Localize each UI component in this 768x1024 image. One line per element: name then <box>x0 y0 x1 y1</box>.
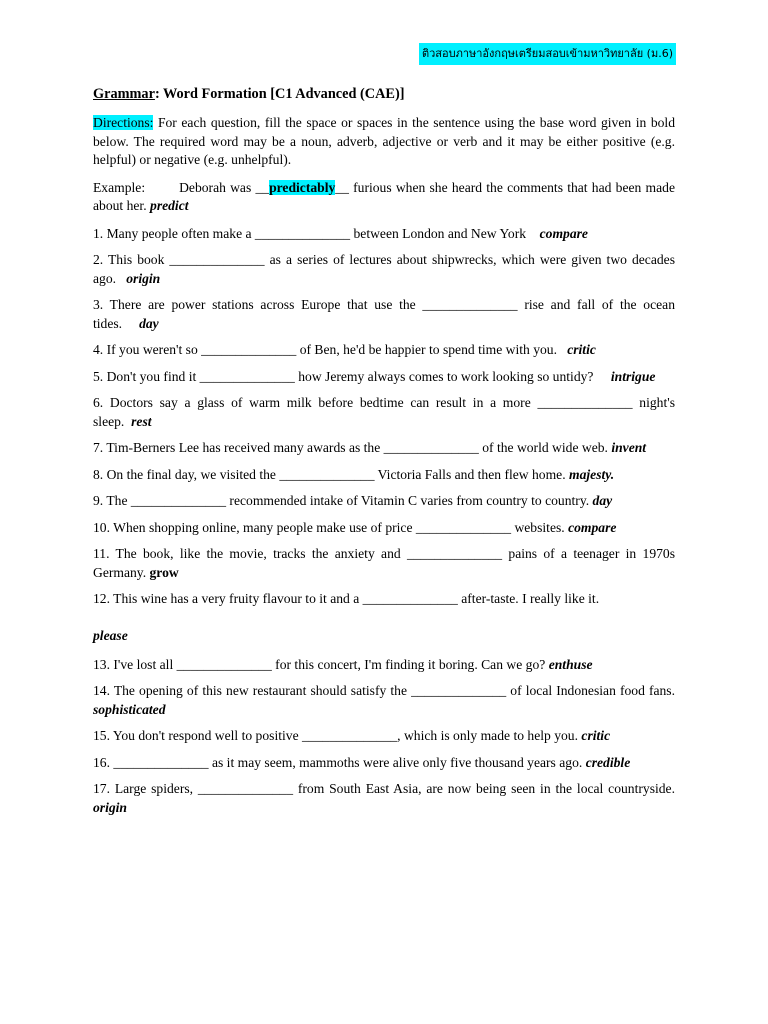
question-9 <box>93 492 675 511</box>
base-word: credible <box>585 754 631 770</box>
question-4 <box>93 341 675 360</box>
question-7 <box>93 439 675 458</box>
base-word: critic <box>581 728 611 743</box>
directions <box>93 114 675 170</box>
title-rest: : Word Formation [C1 Advanced (CAE)] <box>154 86 405 102</box>
question-1 <box>93 225 675 244</box>
question-8 <box>93 466 675 485</box>
question-text: 17. Large spiders, ______________ from South East Asia, are now being seen in the local countryside. <box>93 781 675 796</box>
question-10 <box>93 519 675 538</box>
question-6 <box>93 394 675 431</box>
base-word: grow <box>149 564 179 580</box>
example <box>93 179 675 216</box>
question-text: 4. If you weren't so ______________ of Ben, he'd be happier to spend time with you. <box>93 342 557 357</box>
question-text: 2. This book ______________ as a series of lectures about shipwrecks, which were given two decades ago. <box>93 252 675 286</box>
question-text: 7. Tim-Berners Lee has received many awards as the ______________ of the world wide web. <box>93 440 608 455</box>
question-13 <box>93 656 675 675</box>
question-14 <box>93 682 675 719</box>
example-answer: predictably <box>269 179 336 195</box>
question-17 <box>93 780 675 817</box>
base-word: day <box>592 493 613 508</box>
question-3 <box>93 296 675 333</box>
base-word: sophisticated <box>93 701 166 717</box>
base-word: majesty. <box>569 466 615 482</box>
base-word: origin <box>126 270 161 286</box>
base-word: enthuse <box>548 656 593 672</box>
base-word: compare <box>568 519 617 535</box>
title-underlined: Grammar <box>93 86 155 102</box>
question-11 <box>93 545 675 582</box>
base-word: invent <box>611 440 647 455</box>
example-base-word: predict <box>150 198 189 213</box>
question-text: 10. When shopping online, many people make use of price ______________ websites. <box>93 519 565 535</box>
base-word: please <box>93 628 128 643</box>
header-tag: ติวสอบภาษาอังกฤษเตรียมสอบเข้ามหาวิทยาลัย (ม.6) <box>419 43 676 65</box>
worksheet-content <box>93 114 675 825</box>
question-text: 8. On the final day, we visited the ______________ Victoria Falls and then flew home. <box>93 466 566 482</box>
example-before: Deborah was __ <box>179 179 270 195</box>
base-word: rest <box>131 413 152 429</box>
question-text: 1. Many people often make a ______________ between London and New York <box>93 225 527 241</box>
question-text: 3. There are power stations across Europe that use the ______________ rise and fall of the ocean tides. <box>93 297 675 331</box>
base-word: intrigue <box>610 368 656 384</box>
question-text: 9. The ______________ recommended intake of Vitamin C varies from country to country. <box>93 493 590 508</box>
directions-text: For each question, fill the space or spaces in the sentence using the base word given in bold below. The required word may be a noun, adverb, adjective or verb and it may be either positive (e.g. helpful) or negative (e.g. unhelpful). <box>93 115 675 167</box>
question-text: 11. The book, like the movie, tracks the anxiety and ______________ pains of a teenager in 1970s Germany. <box>93 546 675 580</box>
question-text: 16. ______________ as it may seem, mammoths were alive only five thousand years ago. <box>93 754 583 770</box>
question-text: 6. Doctors say a glass of warm milk before bedtime can result in a more ______________ night's sleep. <box>93 395 675 429</box>
question-5 <box>93 368 675 387</box>
question-text: 14. The opening of this new restaurant should satisfy the ______________ of local Indonesian food fans. <box>93 683 675 698</box>
page-title <box>93 86 404 103</box>
question-text: 5. Don't you find it ______________ how Jeremy always comes to work looking so untidy? <box>93 368 594 384</box>
base-word: day <box>139 315 159 331</box>
directions-label: Directions: <box>93 115 154 130</box>
question-text: 15. You don't respond well to positive ______________, which is only made to help you. <box>93 728 579 743</box>
question-15 <box>93 727 675 746</box>
question-16 <box>93 754 675 773</box>
question-2 <box>93 251 675 288</box>
question-12 <box>93 590 675 646</box>
example-after: __ furious when she heard the comments that had been made about her. <box>93 179 675 213</box>
base-word: critic <box>567 342 596 357</box>
question-text: 13. I've lost all ______________ for this concert, I'm finding it boring. Can we go? <box>93 656 546 672</box>
question-text: 12. This wine has a very fruity flavour to it and a ______________ after-taste. I really like it. <box>93 591 600 606</box>
base-word: origin <box>93 799 127 815</box>
base-word: compare <box>539 225 588 241</box>
example-label: Example: <box>93 179 146 195</box>
